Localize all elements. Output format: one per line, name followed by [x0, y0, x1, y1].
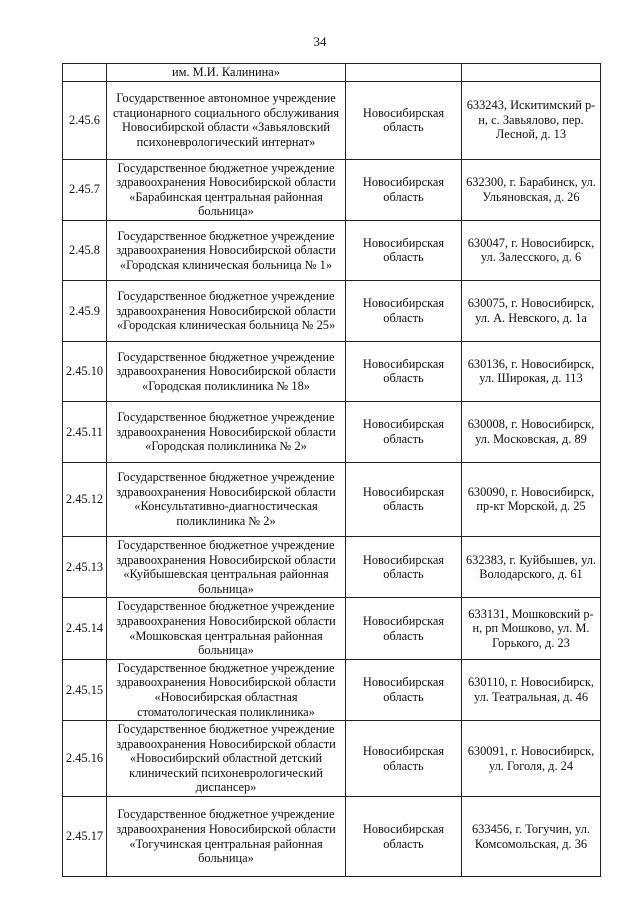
- table-row: [63, 536, 601, 597]
- row-number: 2.45.15: [63, 659, 107, 720]
- region: Новосибирская область: [346, 220, 462, 280]
- table-row: [63, 341, 601, 401]
- address: 633131, Мошковский р-н, рп Мошково, ул. М. Горького, д. 23: [462, 598, 601, 659]
- table-row: [63, 220, 601, 280]
- region: Новосибирская область: [346, 81, 462, 159]
- table-row: [63, 81, 601, 159]
- region: [346, 64, 462, 82]
- row-number: 2.45.6: [63, 81, 107, 159]
- institution-name: Государственное бюджетное учреждение здравоохранения Новосибирской области «Новосибирская областная стоматологическая поликлиника»: [107, 659, 346, 720]
- table-row: [63, 64, 601, 82]
- address: 630047, г. Новосибирск, ул. Залесского, д. 6: [462, 220, 601, 280]
- region: Новосибирская область: [346, 462, 462, 536]
- institution-name: Государственное автономное учреждение стационарного социального обслуживания Новосибирской области «Завьяловский психоневрологический интернат»: [107, 81, 346, 159]
- address: 630110, г. Новосибирск, ул. Театральная, д. 46: [462, 659, 601, 720]
- row-number: 2.45.17: [63, 797, 107, 877]
- institution-name: Государственное бюджетное учреждение здравоохранения Новосибирской области «Городская клиническая больница № 1»: [107, 220, 346, 280]
- institutions-table: [62, 63, 601, 877]
- table-row: [63, 280, 601, 341]
- address: 633456, г. Тогучин, ул. Комсомольская, д. 36: [462, 797, 601, 877]
- institution-name: Государственное бюджетное учреждение здравоохранения Новосибирской области «Городская клиническая больница № 25»: [107, 280, 346, 341]
- institution-name: Государственное бюджетное учреждение здравоохранения Новосибирской области «Городская поликлиника № 2»: [107, 401, 346, 462]
- address: 630136, г. Новосибирск, ул. Широкая, д. 113: [462, 341, 601, 401]
- table-row: [63, 159, 601, 220]
- row-number: 2.45.9: [63, 280, 107, 341]
- table-row: [63, 401, 601, 462]
- region: Новосибирская область: [346, 598, 462, 659]
- institution-name: им. М.И. Калинина»: [107, 64, 346, 82]
- address: 633243, Искитимский р-н, с. Завьялово, пер. Лесной, д. 13: [462, 81, 601, 159]
- address: 630008, г. Новосибирск, ул. Московская, д. 89: [462, 401, 601, 462]
- region: Новосибирская область: [346, 797, 462, 877]
- row-number: [63, 64, 107, 82]
- row-number: 2.45.7: [63, 159, 107, 220]
- row-number: 2.45.16: [63, 721, 107, 797]
- table-row: [63, 721, 601, 797]
- institution-name: Государственное бюджетное учреждение здравоохранения Новосибирской области «Куйбышевская центральная районная больница»: [107, 536, 346, 597]
- region: Новосибирская область: [346, 721, 462, 797]
- institution-name: Государственное бюджетное учреждение здравоохранения Новосибирской области «Городская поликлиника № 18»: [107, 341, 346, 401]
- address: [462, 64, 601, 82]
- institution-name: Государственное бюджетное учреждение здравоохранения Новосибирской области «Барабинская центральная районная больница»: [107, 159, 346, 220]
- table-row: [63, 598, 601, 659]
- page-number: 34: [313, 34, 327, 49]
- region: Новосибирская область: [346, 159, 462, 220]
- table-row: [63, 462, 601, 536]
- table-row: [63, 797, 601, 877]
- row-number: 2.45.10: [63, 341, 107, 401]
- region: Новосибирская область: [346, 341, 462, 401]
- row-number: 2.45.12: [63, 462, 107, 536]
- address: 630075, г. Новосибирск, ул. А. Невского, д. 1а: [462, 280, 601, 341]
- address: 632300, г. Барабинск, ул. Ульяновская, д. 26: [462, 159, 601, 220]
- row-number: 2.45.13: [63, 536, 107, 597]
- region: Новосибирская область: [346, 659, 462, 720]
- institution-name: Государственное бюджетное учреждение здравоохранения Новосибирской области «Тогучинская центральная районная больница»: [107, 797, 346, 877]
- region: Новосибирская область: [346, 280, 462, 341]
- row-number: 2.45.14: [63, 598, 107, 659]
- region: Новосибирская область: [346, 401, 462, 462]
- table-row: [63, 659, 601, 720]
- address: 632383, г. Куйбышев, ул. Володарского, д. 61: [462, 536, 601, 597]
- address: 630091, г. Новосибирск, ул. Гоголя, д. 24: [462, 721, 601, 797]
- institution-name: Государственное бюджетное учреждение здравоохранения Новосибирской области «Мошковская центральная районная больница»: [107, 598, 346, 659]
- address: 630090, г. Новосибирск, пр-кт Морской, д. 25: [462, 462, 601, 536]
- institution-name: Государственное бюджетное учреждение здравоохранения Новосибирской области «Консультативно-диагностическая поликлиника № 2»: [107, 462, 346, 536]
- row-number: 2.45.8: [63, 220, 107, 280]
- region: Новосибирская область: [346, 536, 462, 597]
- row-number: 2.45.11: [63, 401, 107, 462]
- institution-name: Государственное бюджетное учреждение здравоохранения Новосибирской области «Новосибирский областной детский клинический психоневрологический диспансер»: [107, 721, 346, 797]
